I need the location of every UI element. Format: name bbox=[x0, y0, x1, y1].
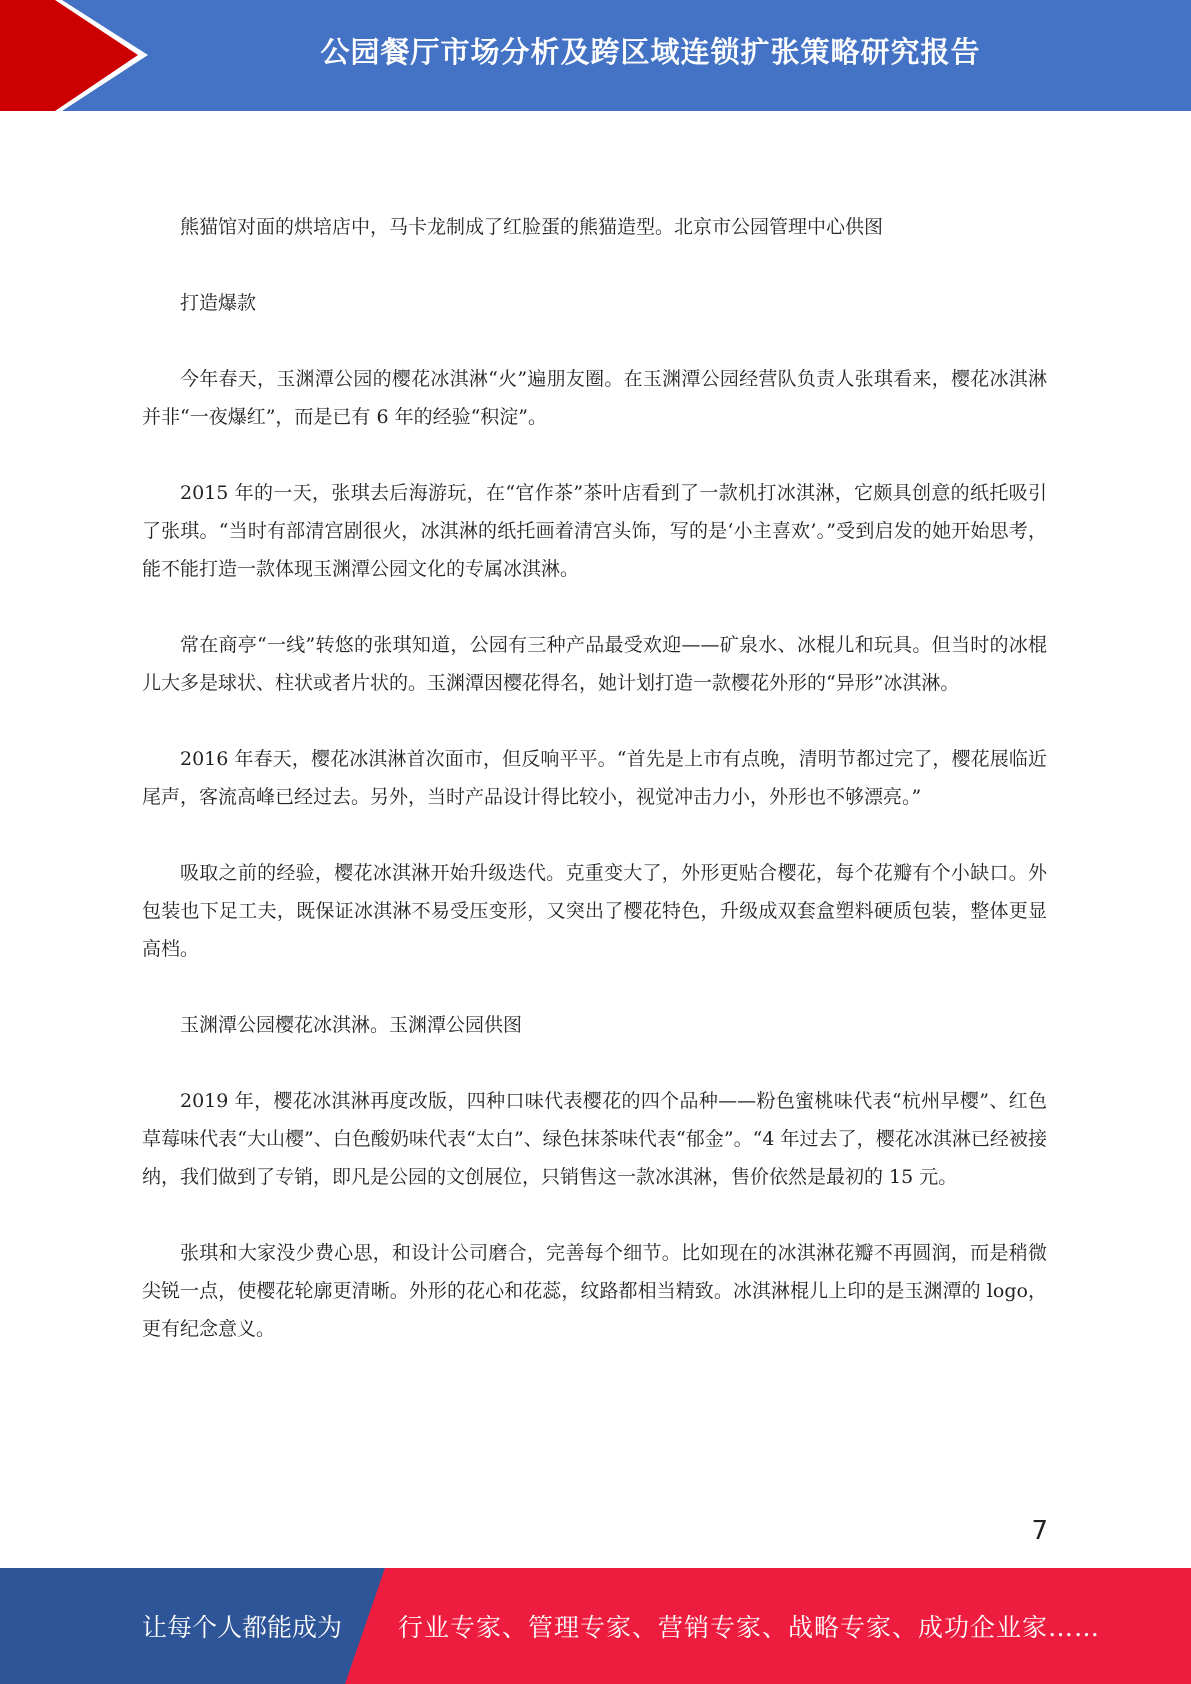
paragraph-5: 吸取之前的经验，樱花冰淇淋开始升级迭代。克重变大了，外形更贴合樱花，每个花瓣有个小缺口。外包装也下足工夫，既保证冰淇淋不易受压变形，又突出了樱花特色，升级成双套盒塑料硬质包装，整体更显高档。 bbox=[142, 862, 1047, 960]
image-caption-icecream: 玉渊潭公园樱花冰淇淋。玉渊潭公园供图 bbox=[180, 1014, 523, 1036]
paragraph-7: 张琪和大家没少费心思，和设计公司磨合，完善每个细节。比如现在的冰淇淋花瓣不再圆润，而是稍微尖锐一点，使樱花轮廓更清晰。外形的花心和花蕊，纹路都相当精致。冰淇淋棍儿上印的是玉渊潭的 logo，更有纪念意义。 bbox=[142, 1242, 1047, 1340]
red-chevron-decoration bbox=[0, 0, 160, 111]
footer-slogan-left: 让每个人都能成为 bbox=[142, 1613, 343, 1642]
paragraph-4: 2016 年春天，樱花冰淇淋首次面市，但反响平平。“首先是上市有点晚，清明节都过完了，樱花展临近尾声，客流高峰已经过去。另外，当时产品设计得比较小，视觉冲击力小，外形也不够漂亮。” bbox=[142, 748, 1047, 808]
paragraph-2: 2015 年的一天，张琪去后海游玩，在“官作茶”茶叶店看到了一款机打冰淇淋，它颇具创意的纸托吸引了张琪。“当时有部清宫剧很火，冰淇淋的纸托画着清宫头饰，写的是‘小主喜欢’。”受到启发的她开始思考，能不能打造一款体现玉渊潭公园文化的专属冰淇淋。 bbox=[142, 482, 1047, 580]
page-number: 7 bbox=[1031, 1516, 1048, 1546]
page-footer bbox=[0, 1568, 1191, 1684]
report-title: 公园餐厅市场分析及跨区域连锁扩张策略研究报告 bbox=[320, 34, 981, 69]
section-heading: 打造爆款 bbox=[180, 292, 257, 314]
image-caption-panda: 熊猫馆对面的烘培店中，马卡龙制成了红脸蛋的熊猫造型。北京市公园管理中心供图 bbox=[180, 216, 884, 238]
document-body bbox=[142, 208, 1047, 1386]
footer-slogan-right: 行业专家、管理专家、营销专家、战略专家、成功企业家…… bbox=[398, 1613, 1101, 1642]
page-header bbox=[0, 0, 1191, 111]
paragraph-6: 2019 年，樱花冰淇淋再度改版，四种口味代表樱花的四个品种——粉色蜜桃味代表“杭州早樱”、红色草莓味代表“大山樱”、白色酸奶味代表“太白”、绿色抹茶味代表“郁金”。“4 年过去了，樱花冰淇淋已经被接纳，我们做到了专销，即凡是公园的文创展位，只销售这一款冰淇淋，售价依然是最初的 15 元。 bbox=[142, 1090, 1047, 1188]
paragraph-1: 今年春天，玉渊潭公园的樱花冰淇淋“火”遍朋友圈。在玉渊潭公园经营队负责人张琪看来，樱花冰淇淋并非“一夜爆红”，而是已有 6 年的经验“积淀”。 bbox=[142, 368, 1047, 428]
paragraph-3: 常在商亭“一线”转悠的张琪知道，公园有三种产品最受欢迎——矿泉水、冰棍儿和玩具。但当时的冰棍儿大多是球状、柱状或者片状的。玉渊潭因樱花得名，她计划打造一款樱花外形的“异形”冰淇淋。 bbox=[142, 634, 1047, 694]
